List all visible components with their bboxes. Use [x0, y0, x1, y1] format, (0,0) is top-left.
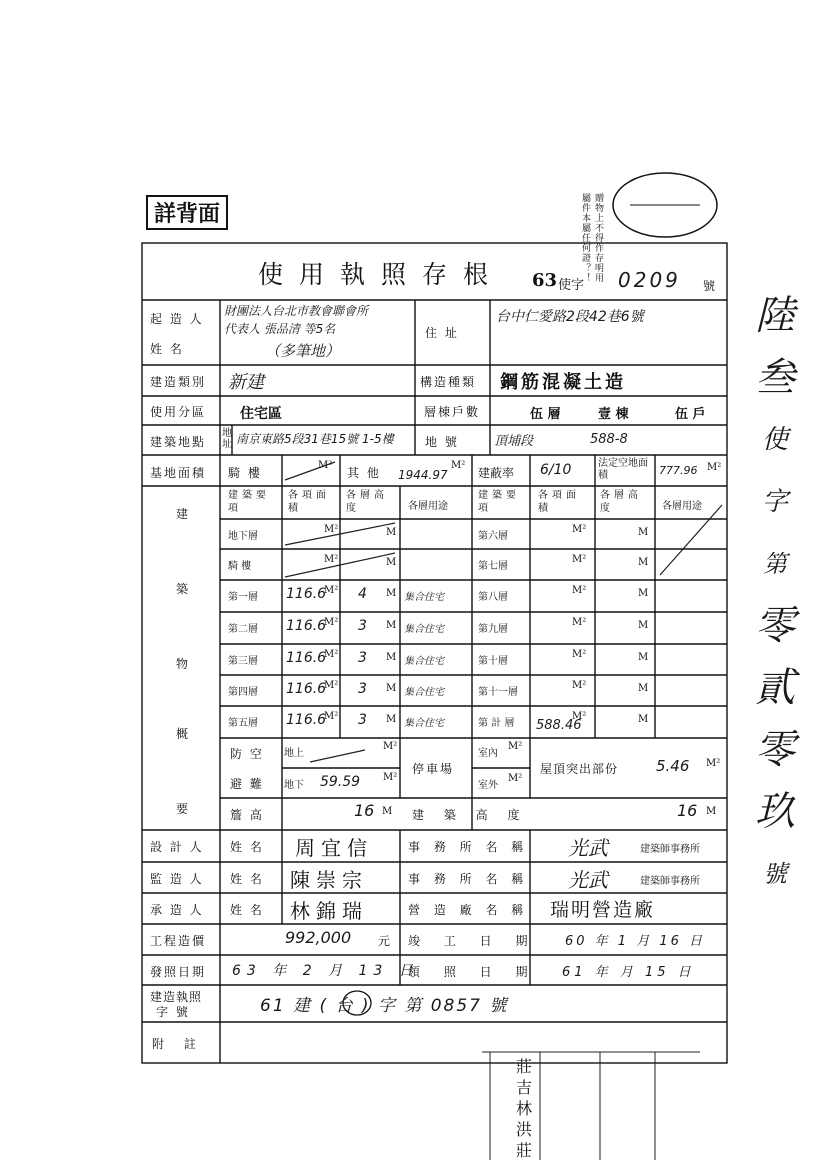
builder-name-label: 姓 名 — [150, 342, 184, 356]
site-location-label: 建築地點 — [150, 435, 207, 449]
left-floor-height-unit: M — [386, 527, 397, 538]
cost-value: 992,000 — [285, 928, 352, 947]
parking-outdoor-unit: M² — [508, 773, 523, 784]
remarks-label: 附 註 — [152, 1037, 204, 1051]
legal-open-area-unit: M² — [707, 462, 722, 473]
right-floor-name: 第十一層 — [478, 687, 518, 698]
left-floor-height: 3 — [358, 712, 367, 728]
builder-label: 起 造 人 — [150, 312, 204, 326]
left-floor-height-unit: M — [386, 652, 397, 663]
left-floor-name: 第三層 — [228, 656, 258, 667]
other-value: 1944.97 — [398, 468, 448, 482]
right-floor-name: 第九層 — [478, 624, 508, 635]
roof-protrusion-unit: M² — [706, 758, 721, 769]
right-floor-name: 第七層 — [478, 561, 508, 572]
air-raid-below-unit: M² — [383, 772, 398, 783]
floors-value: 伍 層 — [530, 407, 561, 422]
address-label: 住 址 — [425, 326, 459, 340]
designer-name: 周宜信 — [295, 836, 373, 860]
left-floor-height: 3 — [358, 618, 367, 634]
parking-outdoor-label: 室外 — [478, 780, 498, 791]
builder-note: （多筆地） — [265, 342, 341, 360]
left-floor-height-unit: M — [386, 683, 397, 694]
builder-representative: 代表人 張品清 等5名 — [224, 322, 336, 336]
left-floor-use: 集合住宅 — [404, 656, 444, 667]
designer-office-suffix: 建築師事務所 — [640, 844, 700, 855]
supervisor-office: 光武 — [568, 868, 608, 892]
floors-units-label: 層棟戶數 — [424, 405, 481, 419]
license-no-value: 61 建 ( 台 ) 字 第 0857 號 — [260, 996, 509, 1016]
contractor-label: 承 造 人 — [150, 903, 204, 917]
header-use-left: 各層用途 — [408, 501, 448, 512]
left-floor-area-unit: M² — [324, 554, 339, 565]
license-no-sublabel: 字 號 — [156, 1005, 190, 1019]
designer-office-label: 事 務 所 名 稱 — [408, 840, 529, 854]
supervisor-label: 監 造 人 — [150, 872, 204, 886]
issue-date-label: 發照日期 — [150, 965, 207, 979]
permit-suffix: 號 — [703, 279, 716, 293]
bottom-signature-stamp: 莊 吉 林 洪 莊 — [515, 1057, 532, 1160]
units-value: 伍 戶 — [675, 407, 706, 422]
left-floor-height-unit: M — [386, 557, 397, 568]
lot-section: 頂埔段 — [494, 434, 534, 449]
header-area-right: 各項面積 — [538, 490, 580, 514]
build-class-label: 建造類別 — [150, 375, 207, 389]
roof-protrusion-label: 屋頂突出部份 — [540, 762, 619, 776]
left-floor-height: 4 — [358, 586, 367, 602]
right-floor-area-unit: M² — [572, 680, 587, 691]
left-floor-use: 集合住宅 — [404, 687, 444, 698]
contractor-firm: 瑞明營造廠 — [550, 899, 656, 921]
summary-side-5: 要 — [176, 802, 191, 816]
coverage-label: 建蔽率 — [478, 466, 515, 480]
side-permit-number: 陸 叁 使 字 第 零 貳 零 玖 號 — [755, 293, 795, 888]
right-floor-area-unit: M² — [572, 617, 587, 628]
right-floor-area-unit: M² — [572, 585, 587, 596]
receive-date: 61 年 月 15 日 — [562, 965, 695, 980]
header-area-left: 各項面積 — [288, 490, 330, 514]
left-floor-name: 第五層 — [228, 718, 258, 729]
page-title: 使用執照存根 — [258, 260, 505, 289]
right-floor-height-unit: M — [638, 683, 649, 694]
header-use-right: 各層用途 — [662, 501, 702, 512]
address-value: 台中仁愛路2段42巷6號 — [496, 309, 644, 325]
detail-on-back-stamp: 詳背面 — [146, 195, 228, 230]
left-floor-area-unit: M² — [324, 524, 339, 535]
left-floor-name: 騎 樓 — [228, 561, 252, 572]
cost-unit: 元 — [378, 934, 393, 948]
right-floor-area-unit: M² — [572, 554, 587, 565]
use-zone-label: 使用分區 — [150, 405, 207, 419]
left-floor-use: 集合住宅 — [404, 718, 444, 729]
right-floor-height-unit: M — [638, 620, 649, 631]
left-floor-use: 集合住宅 — [404, 624, 444, 635]
structure-type-value: 鋼筋混凝土造 — [500, 372, 626, 393]
left-floor-area: 116.6 — [286, 681, 327, 697]
summary-side-2: 築 — [176, 582, 191, 596]
cost-label: 工程造價 — [150, 934, 207, 948]
air-raid-below-label: 地下 — [284, 780, 304, 791]
right-floor-name: 第六層 — [478, 531, 508, 542]
designer-label: 設 計 人 — [150, 840, 204, 854]
lot-label: 地 號 — [425, 435, 459, 449]
buildings-value: 壹 棟 — [598, 407, 629, 422]
license-no-label: 建造執照 — [150, 990, 203, 1004]
supervisor-name: 陳崇宗 — [290, 868, 368, 892]
building-height-label: 建 築 高 度 — [412, 808, 528, 822]
build-class-value: 新建 — [228, 372, 264, 393]
receive-date-label: 領 照 日 期 — [408, 965, 538, 979]
right-floor-name: 第 計 層 — [478, 718, 515, 729]
air-raid-above-label: 地上 — [284, 748, 304, 759]
right-floor-area-unit: M² — [572, 711, 587, 722]
legal-open-area-label: 法定空地面積 — [598, 458, 648, 481]
building-height-unit: M — [706, 806, 717, 817]
contractor-firm-label: 營 造 廠 名 稱 — [408, 903, 529, 917]
header-height-right: 各層高度 — [600, 490, 642, 514]
permit-prefix: 63 — [532, 270, 558, 291]
left-floor-use: 集合住宅 — [404, 592, 444, 603]
right-floor-area-unit: M² — [572, 524, 587, 535]
left-floor-area-unit: M² — [324, 585, 339, 596]
left-floor-name: 地下層 — [228, 531, 258, 542]
right-floor-height-unit: M — [638, 652, 649, 663]
other-unit: M² — [451, 460, 466, 471]
top-notes: 贈 屬 物 件 上 本 不 屬 得 任 作 何 存 證 明 ？ 用 ！ — [580, 193, 603, 282]
eave-height-label: 簷 高 — [230, 808, 264, 822]
header-height-left: 各層高度 — [346, 490, 388, 514]
air-raid-above-unit: M² — [383, 741, 398, 752]
left-floor-area-unit: M² — [324, 649, 339, 660]
left-floor-name: 第二層 — [228, 624, 258, 635]
roof-protrusion-value: 5.46 — [656, 757, 690, 775]
supervisor-name-label: 姓 名 — [230, 872, 264, 886]
left-floor-area-unit: M² — [324, 617, 339, 628]
header-item-left: 建築要項 — [228, 490, 270, 514]
left-floor-area: 116.6 — [286, 712, 327, 728]
permit-number: 0209 — [618, 268, 681, 292]
right-floor-height-unit: M — [638, 557, 649, 568]
contractor-name-label: 姓 名 — [230, 903, 264, 917]
legal-open-area-value: 777.96 — [659, 464, 698, 477]
right-floor-area-unit: M² — [572, 649, 587, 660]
building-height-value: 16 — [677, 801, 698, 820]
completion-date: 60 年 1 月 16 日 — [565, 934, 706, 949]
issue-date: 63 年 2 月 13 日 — [232, 963, 419, 979]
supervisor-office-suffix: 建築師事務所 — [640, 876, 700, 887]
use-zone-value: 住宅區 — [240, 406, 282, 422]
builder-value: 財團法人台北市教會聯會所 — [224, 304, 369, 318]
arcade-unit: M² — [318, 460, 333, 471]
eave-height-unit: M — [382, 806, 393, 817]
right-floor-area: 588.46 — [536, 718, 582, 733]
right-floor-height-unit: M — [638, 527, 649, 538]
arcade-label: 騎 樓 — [228, 466, 262, 480]
left-floor-name: 第四層 — [228, 687, 258, 698]
permit-char: 使字 — [558, 278, 585, 293]
lot-number: 588-8 — [590, 432, 628, 447]
parking-indoor-unit: M² — [508, 741, 523, 752]
coverage-value: 6/10 — [540, 462, 572, 478]
parking-indoor-label: 室內 — [478, 748, 498, 759]
left-floor-area: 116.6 — [286, 586, 327, 602]
left-floor-height: 3 — [358, 650, 367, 666]
right-floor-name: 第十層 — [478, 656, 508, 667]
left-floor-height-unit: M — [386, 714, 397, 725]
supervisor-office-label: 事 務 所 名 稱 — [408, 872, 529, 886]
left-floor-height-unit: M — [386, 620, 397, 631]
parking-label: 停車場 — [412, 762, 455, 776]
summary-side-3: 物 — [176, 657, 191, 671]
summary-side-1: 建 — [176, 507, 191, 521]
summary-side-4: 概 — [176, 727, 191, 741]
air-raid-label: 防 空 — [230, 747, 264, 761]
site-address-value: 南京東路5段31巷15號 1-5樓 — [236, 432, 394, 446]
base-area-label: 基地面積 — [150, 466, 207, 480]
designer-office: 光武 — [568, 836, 608, 860]
completion-label: 竣 工 日 期 — [408, 934, 538, 948]
shelter-label: 避 難 — [230, 777, 264, 791]
designer-name-label: 姓 名 — [230, 840, 264, 854]
right-floor-height-unit: M — [638, 588, 649, 599]
contractor-name: 林錦瑞 — [290, 899, 368, 923]
left-floor-name: 第一層 — [228, 592, 258, 603]
right-floor-height-unit: M — [638, 714, 649, 725]
right-floor-name: 第八層 — [478, 592, 508, 603]
eave-height-value: 16 — [354, 801, 375, 820]
site-address-sublabel: 地址 — [222, 428, 232, 450]
header-item-right: 建築要項 — [478, 490, 520, 514]
left-floor-height: 3 — [358, 681, 367, 697]
left-floor-area-unit: M² — [324, 711, 339, 722]
left-floor-area-unit: M² — [324, 680, 339, 691]
other-label: 其 他 — [347, 466, 381, 480]
structure-type-label: 構造種類 — [420, 375, 477, 389]
left-floor-height-unit: M — [386, 588, 397, 599]
left-floor-area: 116.6 — [286, 618, 327, 634]
air-raid-below-value: 59.59 — [320, 774, 361, 790]
left-floor-area: 116.6 — [286, 650, 327, 666]
